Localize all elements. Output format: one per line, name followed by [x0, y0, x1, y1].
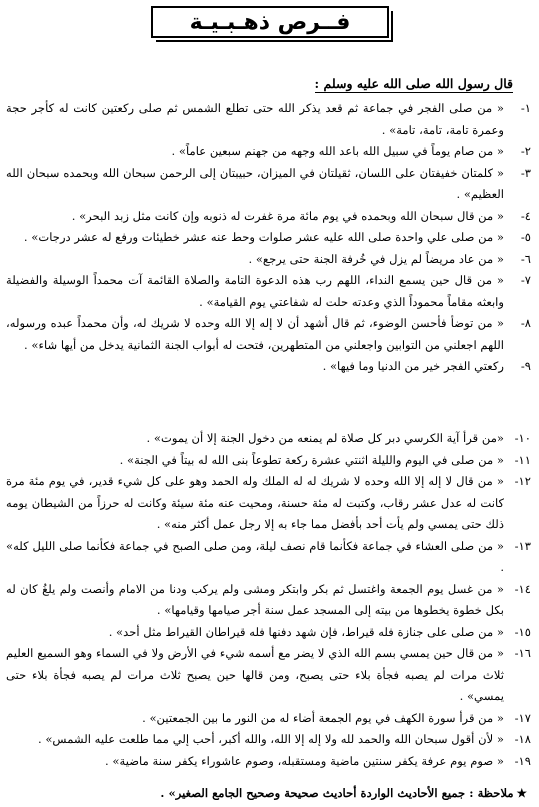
item-number: ٢- [520, 144, 531, 158]
list-item [6, 206, 531, 228]
item-text: « من قال سبحان الله وبحمده في يوم مائة مرة غفرت له ذنوبه وإن كانت مثل زبد البحر» . [71, 208, 504, 223]
item-number: ٤- [520, 208, 531, 223]
item-text: « من غسل يوم الجمعة واغتسل ثم بكر وابتكر ومشى ولم يركب ودنا من الامام وأنصت ولم يلغُ كان له بكل خطوة يخطوها من بيته إلى المسجد عمل سنة أجر صيامها وقيامها» . [6, 581, 504, 617]
list-item [6, 729, 531, 751]
item-text: « من صلى العشاء في جماعة فكأنما قام نصف ليلة، ومن صلى الصبح في جماعة فكأنما صلى الليل كله» . [6, 538, 504, 574]
item-number: ١٧- [514, 710, 531, 725]
list-item [6, 163, 531, 206]
list-item [6, 708, 531, 730]
item-text: « من صلى على جنازة فله قيراط، فإن شهد دفنها فله قيراطان القيراط مثل أحد» . [108, 624, 504, 639]
item-text: « من صلى الفجر في جماعة ثم قعد يذكر الله حتى تطلع الشمس ثم صلى ركعتين كانت له كأجر حجة وعمرة تامة، تامة، تامة» . [6, 101, 504, 137]
list-item [6, 536, 531, 579]
list-item [6, 643, 531, 708]
footer-note [160, 784, 527, 802]
item-text: « من صلى علي واحدة صلى الله عليه عشر صلوات وحط عنه عشر خطيئات ورفع له عشر درجات» . [23, 230, 504, 244]
item-text: « من قال لا إله إلا الله وحده لا شريك له له الملك وله الحمد وهو على كل شيء قدير، في يوم مئة مرة كانت له عدل عشر رقاب، وكتبت له مئة حسنة، ومحيت عنه مئة سيئة وكانت له حرزاً من الشيطان يومه ذلك حتى يمسي ولم يأت أحد بأفضل مما جاء به إلا رجل عمل أكثر منه» . [6, 474, 504, 531]
item-text: « من صام يوماً في سبيل الله باعد الله وجهه من جهنم سبعين عاماً» . [171, 144, 504, 158]
note-text: ملاحظة : جميع الأحاديث الواردة أحاديث صحيحة وصحيح الجامع الصغير» . [160, 786, 514, 800]
item-number: ٩- [520, 359, 531, 373]
item-text: « لأن أقول سبحان الله والحمد لله ولا إله إلا الله، والله أكبر، أحب إلي مما طلعت عليه الشمس» . [37, 732, 504, 746]
item-text: « من صلى في اليوم والليلة اثنتي عشرة ركعة تطوعاً بنى الله له بيتاً في الجنة» . [119, 452, 504, 467]
hadith-list-1 [6, 98, 531, 378]
item-number: ١- [520, 101, 531, 115]
list-item [6, 622, 531, 644]
list-item [6, 313, 531, 356]
hadith-list-2 [6, 428, 531, 772]
item-text: «من قرأ آية الكرسي دبر كل صلاة لم يمنعه من دخول الجنة إلا أن يموت» . [146, 431, 504, 445]
list-item [6, 98, 531, 141]
item-number: ١٦- [514, 646, 531, 660]
item-number: ١١- [514, 452, 531, 467]
item-number: ١٥- [514, 624, 531, 639]
list-item [6, 579, 531, 622]
list-item [6, 471, 531, 536]
item-number: ١٤- [514, 581, 531, 596]
list-item [6, 141, 531, 163]
list-item [6, 270, 531, 313]
list-item [6, 450, 531, 472]
list-item [6, 356, 531, 378]
item-number: ٣- [520, 165, 531, 180]
item-text: ركعتي الفجر خير من الدنيا وما فيها» . [322, 359, 504, 373]
item-number: ٧- [520, 273, 531, 287]
list-item [6, 227, 531, 249]
item-text: « من قرأ سورة الكهف في يوم الجمعة أضاء له من النور ما بين الجمعتين» . [142, 710, 504, 725]
star-icon: ★ [516, 786, 527, 800]
item-text: « من توضأ فأحسن الوضوء، ثم قال أشهد أن لا إله إلا الله وحده لا شريك له، وأن محمداً عبده ورسوله، اللهم اجعلني من التوابين واجعلني من المتطهرين، فتحت له أبواب الجنة الثمانية يدخل من أيها شاء» . [6, 316, 504, 352]
page-title: فــرص ذهـبـيـة [151, 6, 389, 38]
item-number: ٦- [520, 251, 531, 266]
item-text: « كلمتان خفيفتان على اللسان، ثقيلتان في الميزان، حبيبتان إلى الرحمن سبحان الله وبحمده سبحان الله العظيم» . [6, 165, 504, 201]
item-text: « من عاد مريضاً لم يزل في خُرفة الجنة حتى يرجع» . [248, 251, 504, 266]
item-number: ٨- [520, 316, 531, 330]
item-number: ١٣- [514, 538, 531, 553]
list-item [6, 249, 531, 271]
list-item [6, 428, 531, 450]
intro-heading: قال رسول الله صلى الله عليه وسلم : [314, 76, 513, 91]
item-text: « من قال حين يمسي بسم الله الذي لا يضر مع أسمه شيء في الأرض ولا في السماء وهو السميع العليم ثلاث مرات لم يصبه فجأة بلاء حتى يصبح، ومن قالها حين يصبح ثلاث مرات لم يصبه فجأة بلاء حتى يمسي» . [6, 646, 504, 703]
item-text: « من قال حين يسمع النداء، اللهم رب هذه الدعوة التامة والصلاة القائمة آت محمداً الوسيلة والفضيلة وابعثه مقاماً محموداً الذي وعدته حلت له شفاعتي يوم القيامة» . [6, 273, 504, 309]
item-text: « صوم يوم عرفة يكفر سنتين ماضية ومستقبله، وصوم عاشوراء يكفر سنة ماضية» . [105, 753, 504, 768]
list-item [6, 751, 531, 773]
item-number: ١٩- [514, 753, 531, 768]
item-number: ١٢- [514, 474, 531, 488]
item-number: ٥- [520, 230, 531, 244]
item-number: ١٨- [514, 732, 531, 746]
item-number: ١٠- [514, 431, 531, 445]
